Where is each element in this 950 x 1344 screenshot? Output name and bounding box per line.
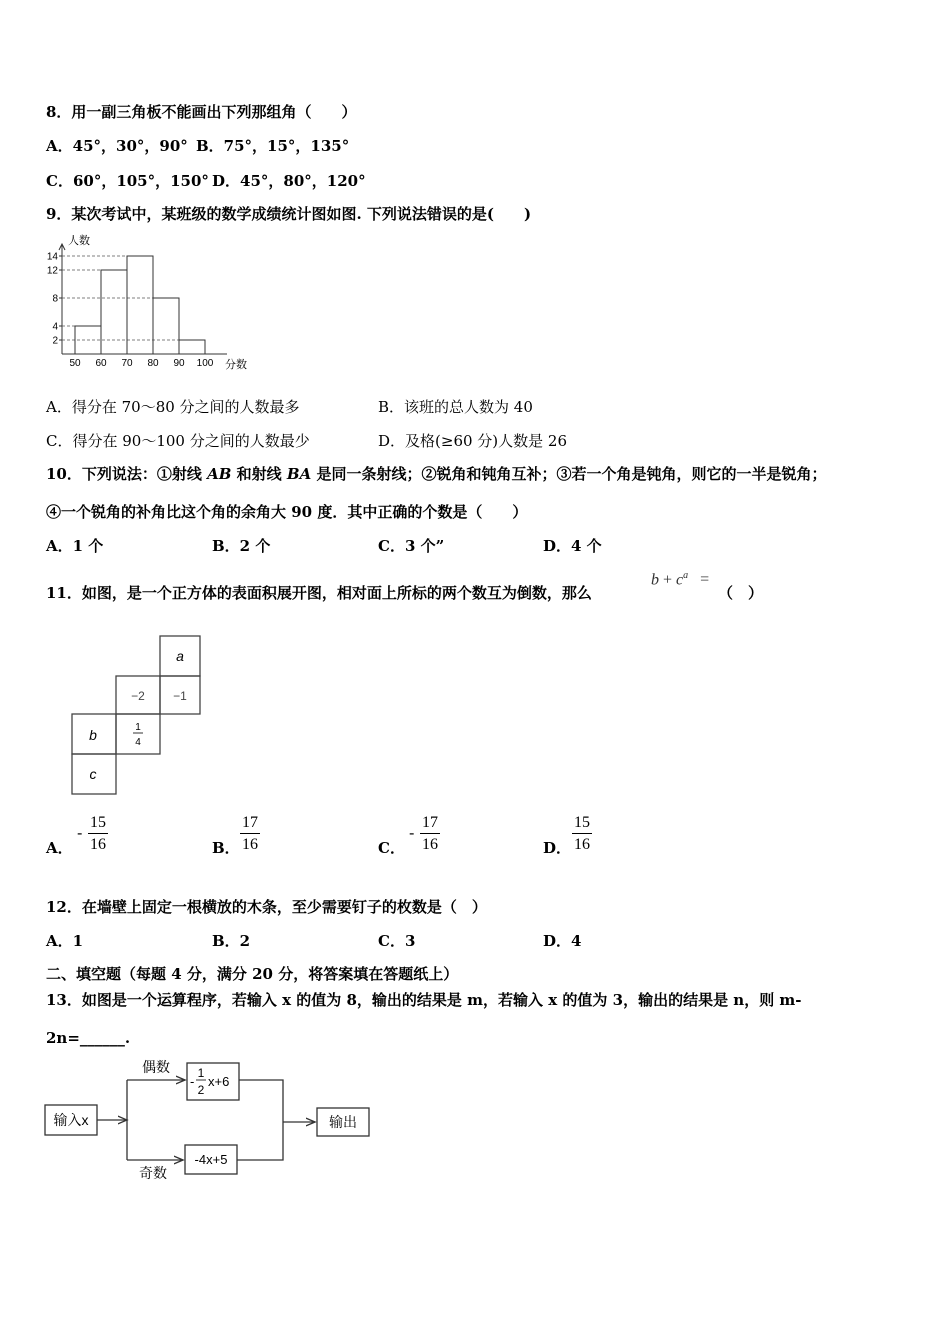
x-tick-label: 100 [196,358,214,369]
flow-odd-expression: -4x+5 [194,1152,228,1167]
q10-line1: 10．下列说法：①射线 AB 和射线 BA 是同一条射线；②锐角和钝角互补；③若一个角是钝角，则它的一半是锐角； [46,465,827,483]
q11-option-a-fraction: $\frac{15}{16}$ [90,814,106,853]
q11-option-c-sign: - [409,823,415,842]
q8-option-b: B．75°，15°，135° [196,137,350,155]
q8-option-a: A．45°，30°，90° [46,137,188,155]
q8-option-d: D．45°，80°，120° [212,172,366,190]
x-tick-label: 50 [69,358,81,369]
x-axis-label: 分数 [225,359,247,371]
q11-option-a-label: A． [46,839,73,857]
cube-net [60,630,210,802]
net-face-c: c [89,766,97,782]
q10-option-c: C．3 个” [378,537,445,555]
y-axis-label: 人数 [68,235,90,247]
y-tick-label: 14 [46,251,58,263]
q12-option-b: B．2 [212,932,251,950]
q8-option-c: C．60°，105°，150° [46,172,209,190]
q8-stem: 8．用一副三角板不能画出下列那组角（ ） [46,103,357,121]
q9-stem: 9．某次考试中，某班级的数学成绩统计图如图. 下列说法错误的是( ) [46,205,532,223]
score-histogram [40,230,270,376]
flow-output-box: 输出 [329,1114,357,1130]
q10-option-d: D．4 个 [543,537,602,555]
flow-even-den: 2 [197,1083,205,1097]
x-tick-label: 60 [95,358,107,369]
x-tick-label: 90 [173,358,185,369]
q11-expression: $b + c^a$ = [651,570,710,589]
y-tick-label: 4 [52,321,58,333]
histogram-bar [127,256,153,354]
q10-option-b: B．2 个 [212,537,271,555]
flow-even-rest: x+6 [208,1074,230,1089]
q10-line2: ④一个锐角的补角比这个角的余角大 90 度．其中正确的个数是（ ） [46,503,528,521]
y-tick-label: 8 [52,293,58,305]
operation-flowchart [40,1050,380,1185]
y-tick-label: 2 [52,335,58,347]
net-face-a: a [176,648,184,664]
q11-paren: （ ） [718,584,764,602]
histogram-bar [101,270,127,354]
q11-option-b-fraction: $\frac{17}{16}$ [242,814,258,853]
histogram-bar [153,298,179,354]
q9-option-b: B．该班的总人数为 40 [378,398,533,416]
net-face-b: b [89,727,97,743]
net-face-minus1: −1 [173,689,187,703]
flow-odd-label: 奇数 [139,1165,167,1181]
q10-option-a: A．1 个 [46,537,104,555]
q12-stem: 12．在墙壁上固定一根横放的木条，至少需要钉子的枚数是（ ） [46,898,487,916]
net-face-quarter-den: 4 [135,737,141,748]
q11-option-a-sign: - [77,823,83,842]
histogram-bar [179,340,205,354]
q11-option-c-fraction: $\frac{17}{16}$ [422,814,438,853]
flow-even-sign: - [190,1074,195,1089]
q13-line2: 2n=______. [46,1029,131,1047]
q11-option-d-fraction: $\frac{15}{16}$ [574,814,590,853]
q9-option-d: D．及格(≥60 分)人数是 26 [378,432,568,450]
q9-option-c: C．得分在 90～100 分之间的人数最少 [46,432,310,450]
q11-stem: 11．如图，是一个正方体的表面积展开图，相对面上所标的两个数互为倒数，那么 [46,584,592,602]
q11-option-d-label: D． [543,839,572,857]
y-tick-label: 12 [46,265,58,277]
flow-input-box: 输入x [53,1112,89,1128]
q13-line1: 13．如图是一个运算程序，若输入 x 的值为 8，输出的结果是 m，若输入 x 的值为 3，输出的结果是 n，则 m- [46,991,802,1009]
q11-option-c-label: C． [378,839,405,857]
flow-even-num: 1 [197,1066,205,1080]
q11-option-b-label: B． [212,839,240,857]
x-tick-label: 70 [121,358,133,369]
q12-option-a: A．1 [46,932,84,950]
q12-option-d: D．4 [543,932,582,950]
q9-option-a: A．得分在 70～80 分之间的人数最多 [46,398,300,416]
net-face-minus2: −2 [131,689,145,703]
flow-even-label: 偶数 [142,1059,170,1075]
x-tick-label: 80 [147,358,159,369]
section-fill-in-heading: 二、填空题（每题 4 分，满分 20 分，将答案填在答题纸上） [46,965,459,983]
q12-option-c: C．3 [378,932,416,950]
net-face-quarter-num: 1 [135,722,141,733]
